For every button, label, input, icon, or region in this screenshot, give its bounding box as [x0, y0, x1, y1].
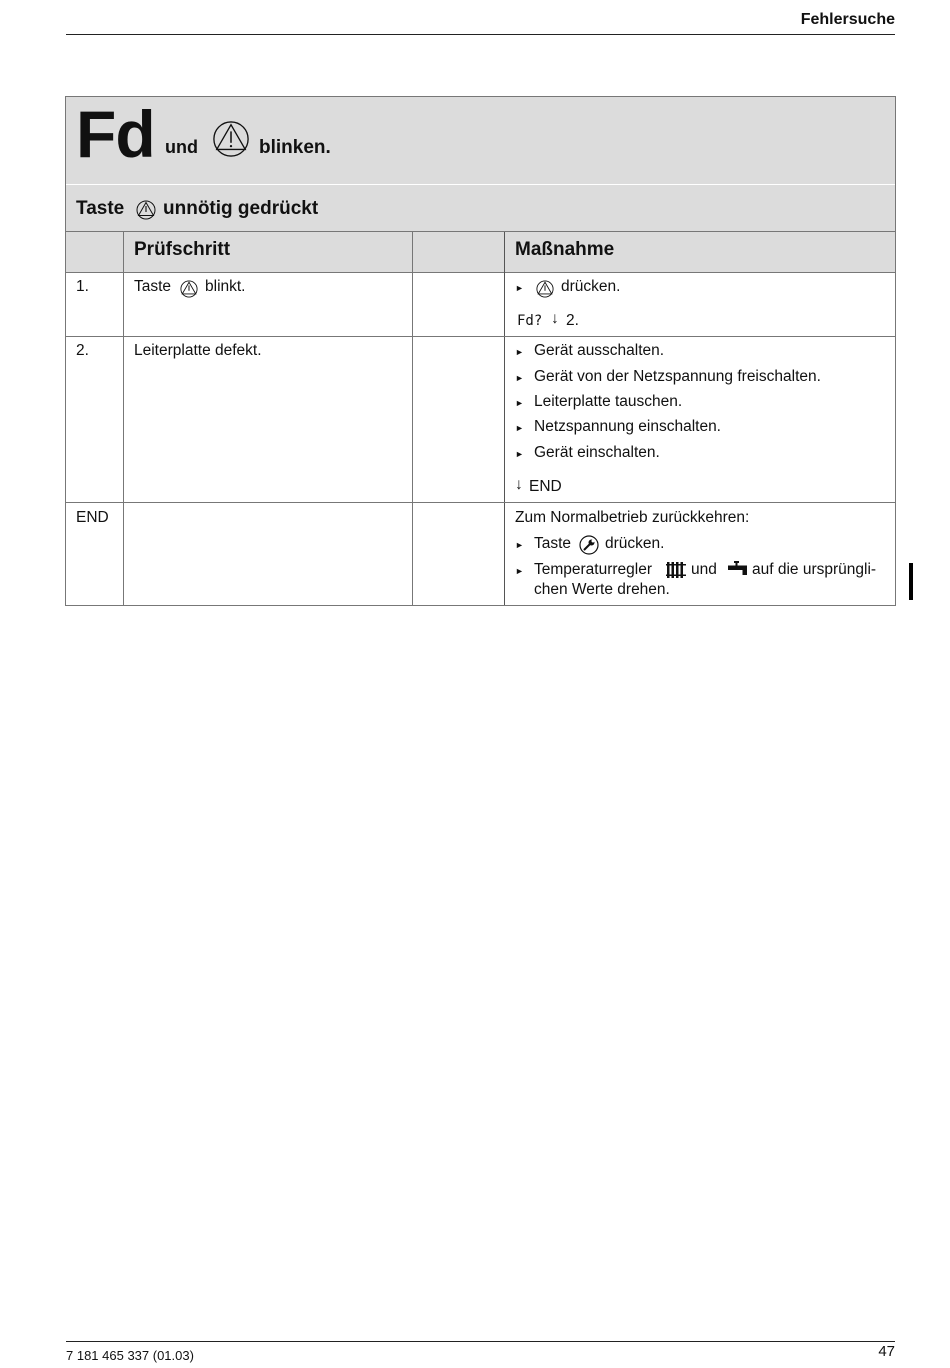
row-divider [66, 502, 895, 503]
subtitle-text: unnötig gedrückt [163, 198, 319, 219]
goto-target: END [529, 478, 562, 495]
title-und: und [165, 137, 198, 157]
step-number: 2. [76, 342, 89, 359]
warning-triangle-icon [536, 280, 554, 298]
action-text: Gerät von der Netzspannung freischalten. [534, 368, 821, 385]
bullet-icon: ► [515, 347, 524, 357]
water-tap-icon [727, 560, 749, 578]
bullet-icon: ► [515, 283, 524, 293]
bullet-icon: ► [515, 398, 524, 408]
check-suffix: blinkt. [205, 278, 246, 295]
action-intro: Zum Normalbetrieb zurückkehren: [515, 509, 750, 526]
action-text: drücken. [605, 535, 665, 552]
step-number: END [76, 509, 109, 526]
change-bar [909, 563, 913, 600]
action-text: Taste [534, 535, 572, 552]
action-text: auf die ursprüngli- [752, 561, 877, 578]
action-text: Gerät einschalten. [534, 444, 660, 461]
warning-triangle-icon [212, 120, 250, 158]
bullet-icon: ► [515, 566, 524, 576]
section-title: Fehlersuche [800, 11, 895, 28]
step-number: 1. [76, 278, 89, 295]
action-text: Temperaturregler [534, 561, 653, 578]
document-number: 7 181 465 337 (01.03) [66, 1348, 194, 1363]
column-header-action: Maßnahme [515, 239, 615, 260]
row-divider [66, 336, 895, 337]
bullet-icon: ► [515, 373, 524, 383]
action-text: Gerät ausschalten. [534, 342, 665, 359]
wrench-icon [579, 535, 599, 555]
check-text: Leiterplatte defekt. [134, 342, 262, 359]
action-text: Netzspannung einschalten. [534, 418, 721, 435]
check-prefix: Taste [134, 278, 172, 295]
warning-triangle-icon [136, 200, 156, 220]
header-rule [66, 34, 895, 35]
column-header-check: Prüfschritt [134, 239, 231, 260]
arrow-down-icon: ↓ [515, 476, 523, 493]
arrow-down-icon: ↓ [551, 310, 559, 327]
radiator-icon [666, 561, 687, 579]
fault-code: Fd [76, 97, 155, 171]
title-suffix: blinken. [259, 137, 331, 158]
footer-rule [66, 1341, 895, 1342]
fault-table [65, 96, 896, 606]
column-divider [504, 232, 505, 605]
goto-code: Fd? [517, 313, 543, 329]
action-text: und [691, 561, 717, 578]
action-text: Leiterplatte tauschen. [534, 393, 683, 410]
bullet-icon: ► [515, 423, 524, 433]
subtitle-prefix: Taste [76, 198, 125, 219]
bullet-icon: ► [515, 540, 524, 550]
action-text: chen Werte drehen. [534, 581, 670, 598]
goto-target: 2. [566, 312, 579, 329]
warning-triangle-icon [180, 280, 198, 298]
page-number: 47 [878, 1343, 895, 1360]
column-divider [412, 232, 413, 605]
bullet-icon: ► [515, 449, 524, 459]
column-divider [123, 232, 124, 605]
action-text: drücken. [561, 278, 621, 295]
